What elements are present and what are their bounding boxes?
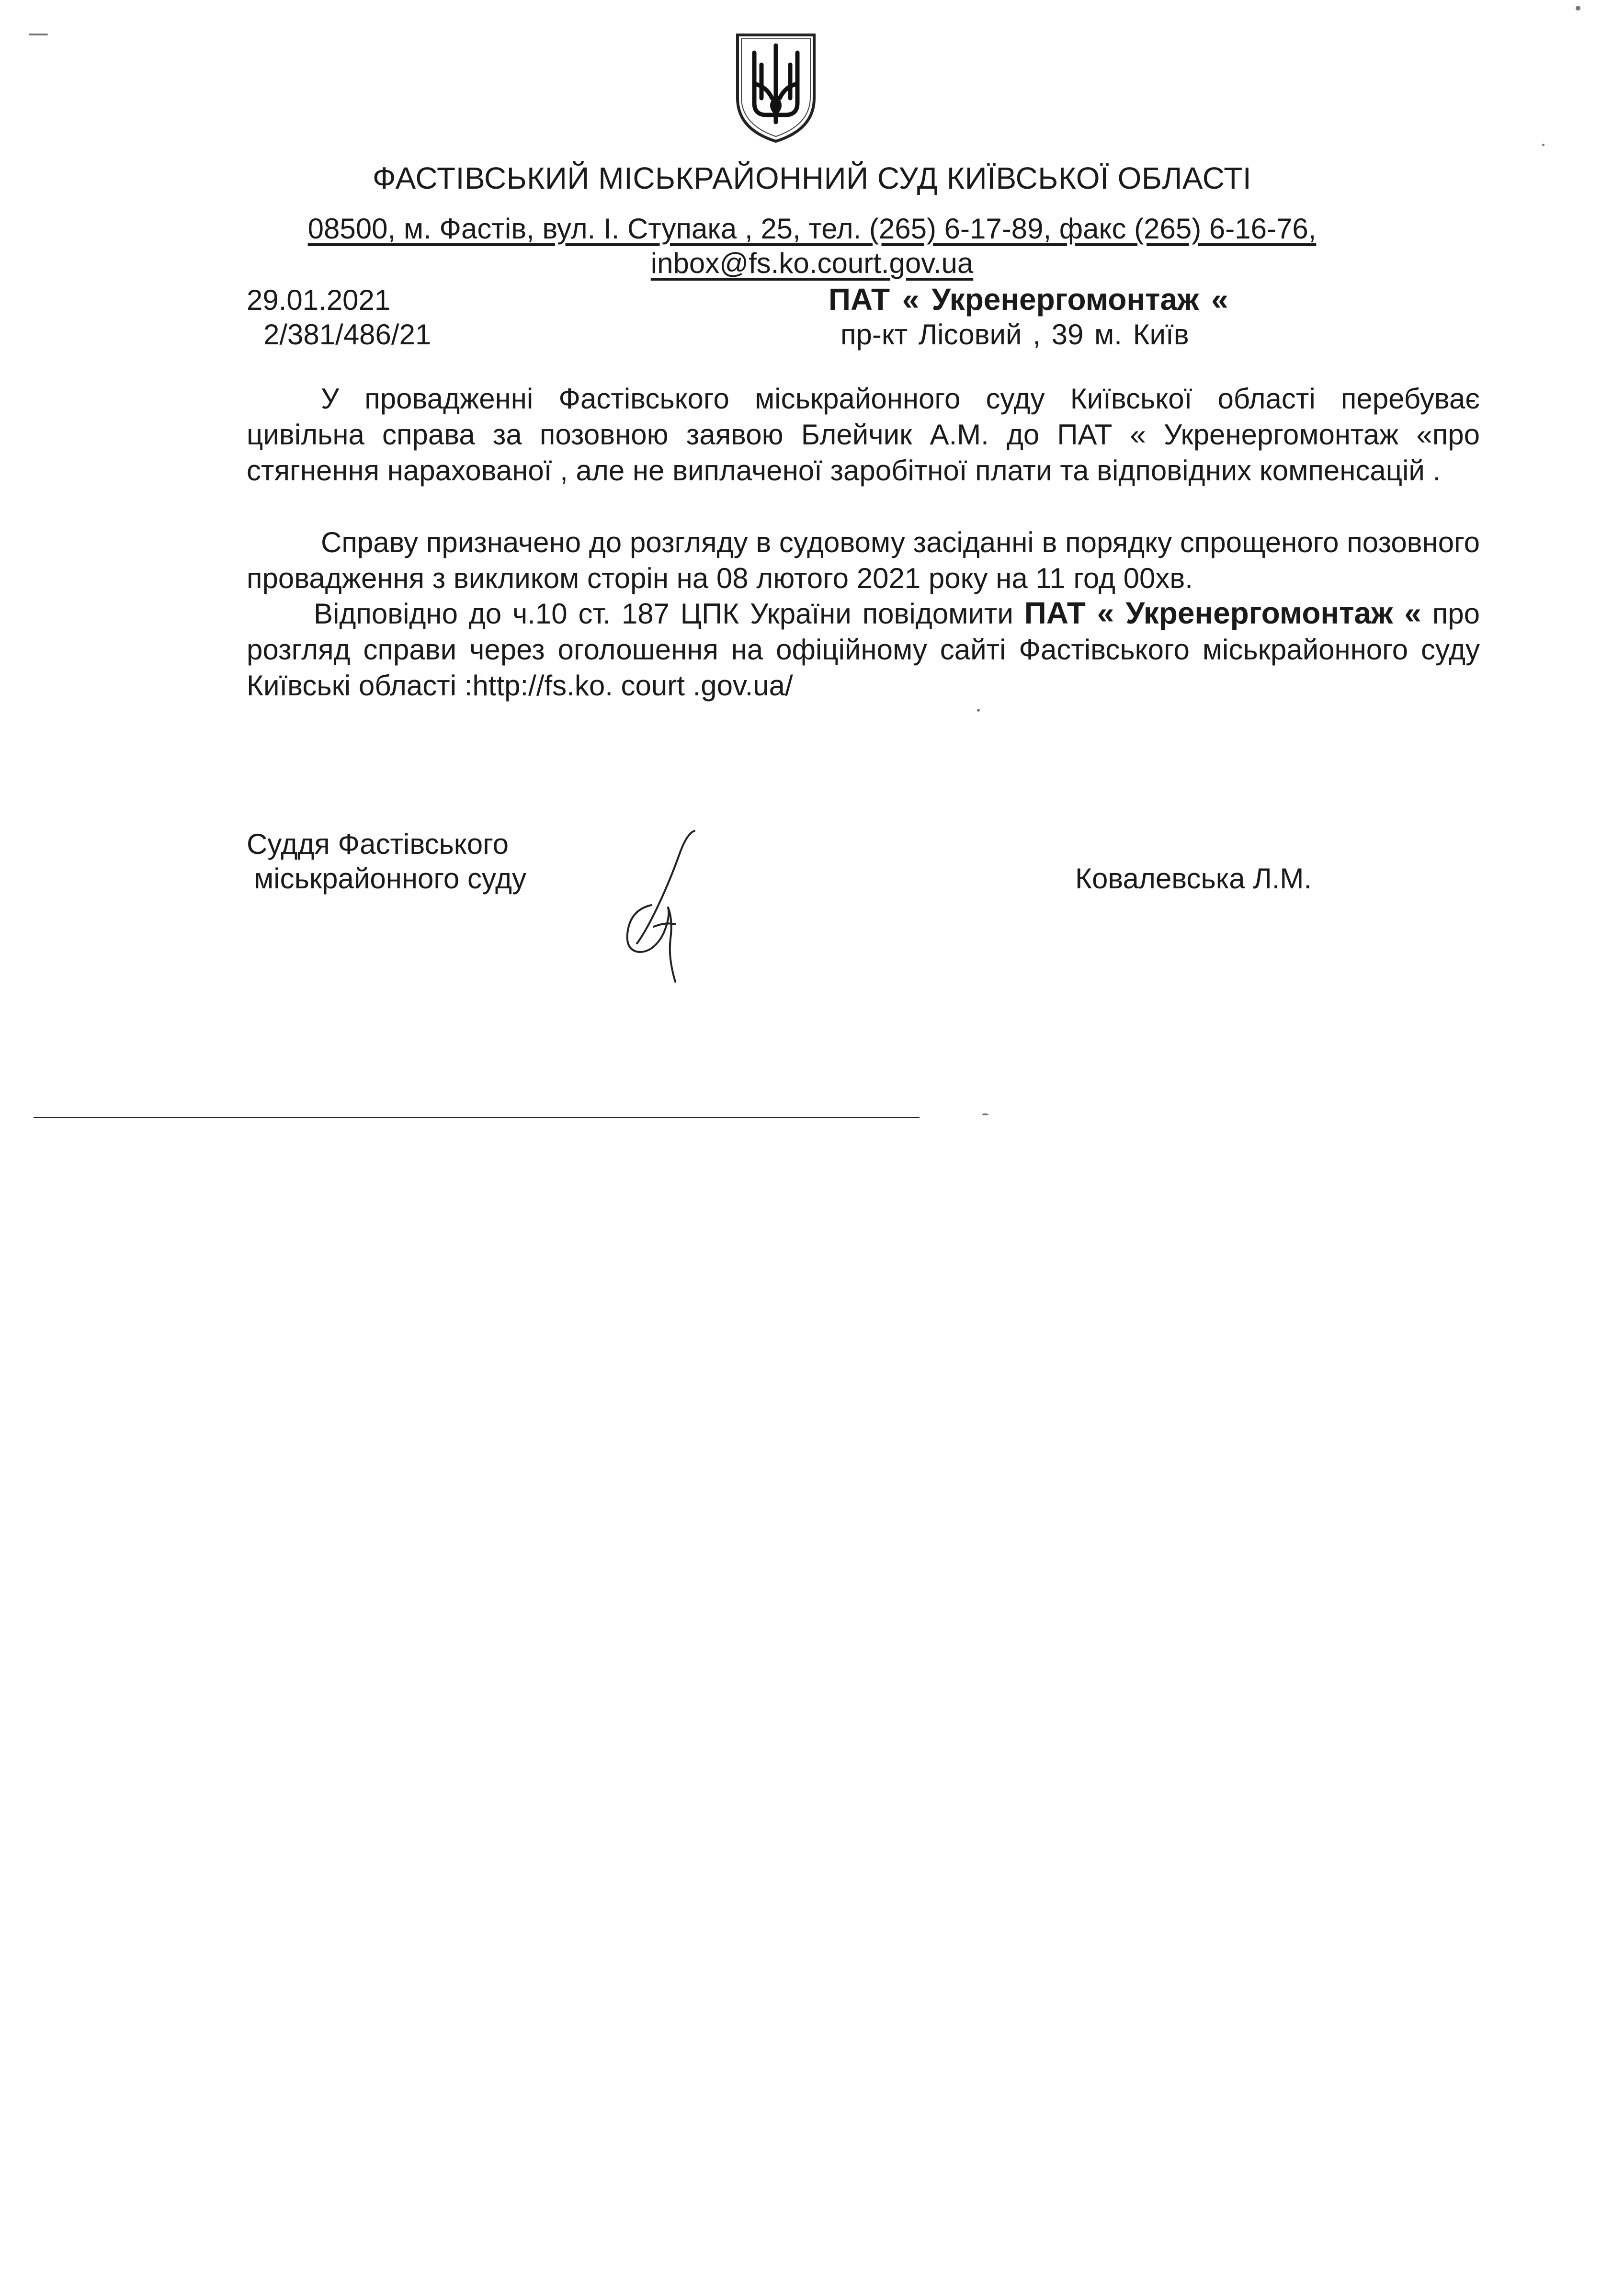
handwritten-signature — [601, 824, 726, 987]
bottom-rule — [34, 1117, 920, 1118]
court-name: ФАСТІВСЬКИЙ МІСЬКРАЙОННИЙ СУД КИЇВСЬКОЇ ОБЛАСТІ — [372, 161, 1252, 195]
body-paragraph-3 — [247, 595, 1480, 703]
judge-name: Ковалевська Л.М. — [1075, 862, 1312, 895]
trident-coat-of-arms-icon — [728, 26, 824, 146]
scan-speck — [977, 709, 980, 712]
recipient-address: пр-кт Лісовий , 39 м. Київ — [840, 318, 1189, 351]
case-reference: 2/381/486/21 — [263, 318, 432, 351]
document-date: 29.01.2021 — [247, 284, 391, 316]
paragraph-3-suffix: про розгляд справи через оголошення на офіційному сайті Фастівського міськрайонного суду Київські області :http://fs.ko. court .gov.ua/ — [247, 598, 1480, 702]
signature-title-line-1: Суддя Фастівського — [247, 828, 509, 860]
body-paragraph-1: У провадженні Фастівського міськрайонного суду Київської області перебуває цивільна справа за позовною заявою Блейчик А.М. до ПАТ « Укренергомонтаж «про стягнення нарахованої , але не виплаченої заробітної плати та відповідних компенсацій . — [247, 383, 1480, 487]
body-paragraph-2: Справу призначено до розгляду в судовому засіданні в порядку спрощеного позовного провадження з викликом сторін на 08 лютого 2021 року на 11 год 00хв. — [247, 526, 1480, 594]
signature-title-line-2: міськрайонного суду — [254, 862, 526, 895]
scan-speck — [1542, 144, 1545, 146]
scan-speck — [982, 1113, 988, 1115]
court-email: inbox@fs.ko.court.gov.ua — [650, 247, 974, 279]
paragraph-3-prefix: Відповідно до ч.10 ст. 187 ЦПК України повідомити — [314, 598, 1024, 630]
court-address: 08500, м. Фастів, вул. І. Ступака , 25, тел. (265) 6-17-89, факс (265) 6-16-76, — [307, 213, 1317, 245]
recipient-name: ПАТ « Укренергомонтаж « — [829, 282, 1228, 317]
scan-speck — [29, 34, 48, 35]
scan-speck — [1576, 6, 1580, 11]
paragraph-3-recipient: ПАТ « Укренергомонтаж « — [1024, 596, 1421, 630]
